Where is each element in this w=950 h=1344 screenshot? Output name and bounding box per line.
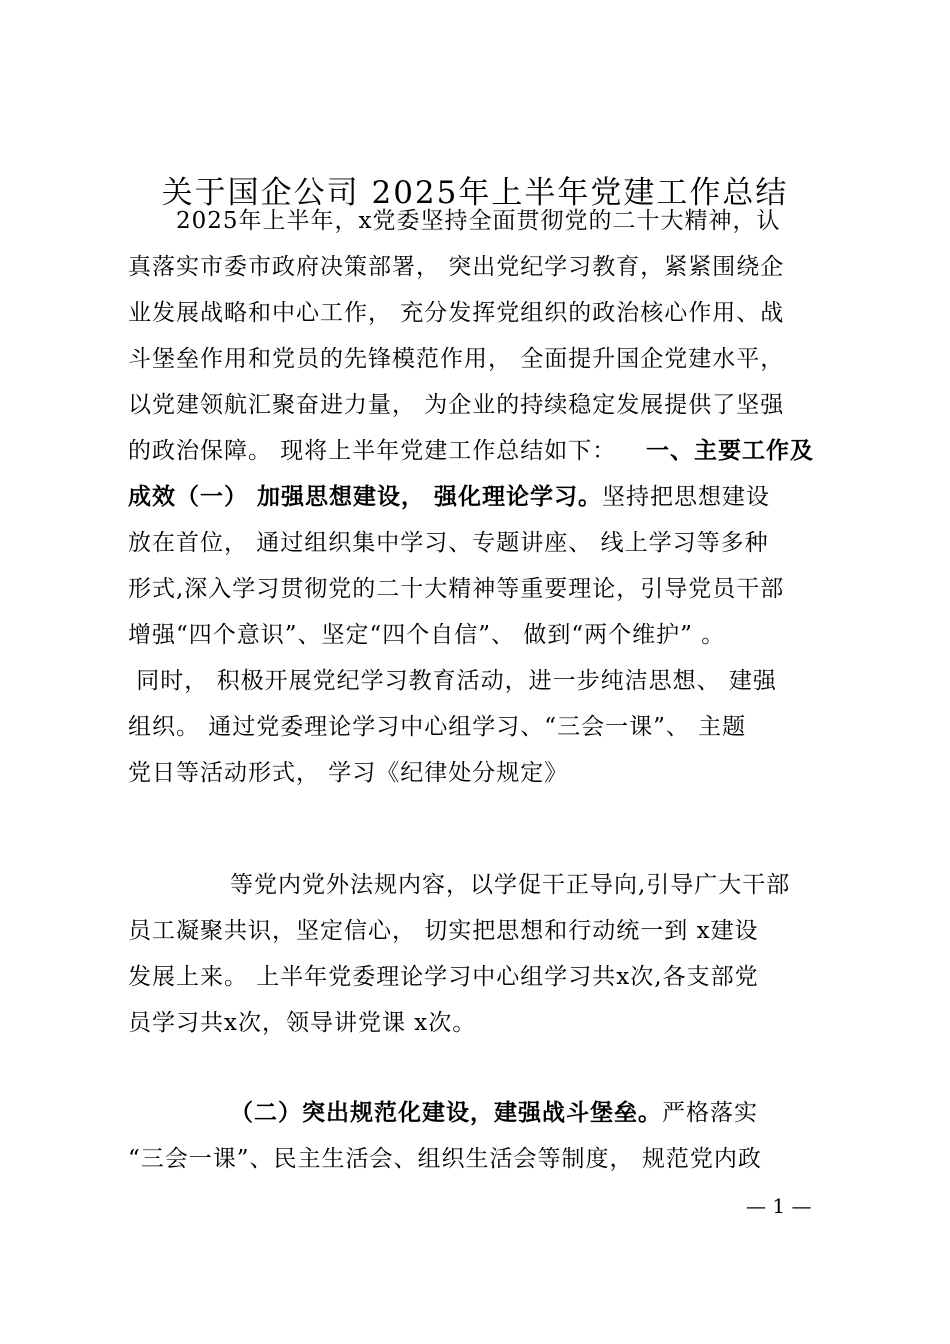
paragraph-line: 放在首位， 通过组织集中学习、专题讲座、 线上学习等多种 [128, 530, 769, 556]
paragraph-line: 的政治保障。 现将上半年党建工作总结如下： [128, 438, 617, 464]
subsection-line [128, 479, 770, 515]
paragraph-text: 坚持把思想建设 [602, 484, 771, 510]
paragraph-line: 增强“四个意识”、坚定“四个自信”、 做到“两个维护” 。 [128, 622, 726, 648]
paragraph-line: 员学习共x次，领导讲党课 x次。 [128, 1010, 477, 1036]
paragraph-line: 同时， 积极开展党纪学习教育活动，进一步纯洁思想、 建强 [128, 668, 777, 694]
paragraph-line: 2025年上半年，x党委坚持全面贯彻党的二十大精神，认 [176, 208, 781, 234]
paragraph-line: 等党内党外法规内容，以学促干正导向,引导广大干部 [230, 872, 791, 898]
subsection-heading-text: （二）突出规范化建设，建强战斗堡垒。 [230, 1099, 662, 1126]
paragraph-line: 员工凝聚共识，坚定信心， 切实把思想和行动统一到 x建设 [128, 918, 759, 944]
paragraph-line: “三会一课”、民主生活会、组织生活会等制度， 规范党内政 [128, 1146, 762, 1172]
paragraph-line: 以党建领航汇聚奋进力量， 为企业的持续稳定发展提供了坚强 [128, 392, 785, 418]
paragraph-line: 组织。 通过党委理论学习中心组学习、“三会一课”、 主题 [128, 714, 747, 740]
subsection-line [230, 1095, 758, 1131]
section-heading [646, 433, 814, 469]
paragraph-line: 形式,深入学习贯彻党的二十大精神等重要理论，引导党员干部 [128, 576, 785, 602]
section-heading-text: 一、主要工作及 [646, 437, 814, 464]
page-number: — 1 — [746, 1194, 812, 1218]
document-title: 关于国企公司 2025年上半年党建工作总结 [161, 175, 789, 211]
paragraph-line: 真落实市委市政府决策部署， 突出党纪学习教育，紧紧围绕企 [128, 254, 785, 280]
paragraph-line: 党日等活动形式， 学习《纪律处分规定》 [128, 760, 569, 786]
subsection-heading-text: 成效（一） 加强思想建设， 强化理论学习。 [128, 483, 603, 510]
paragraph-line: 斗堡垒作用和党员的先锋模范作用， 全面提升国企党建水平， [128, 346, 785, 372]
paragraph-line: 发展上来。 上半年党委理论学习中心组学习共x次,各支部党 [128, 964, 759, 990]
paragraph-text: 严格落实 [662, 1100, 758, 1126]
paragraph-line: 业发展战略和中心工作， 充分发挥党组织的政治核心作用、战 [128, 300, 785, 326]
